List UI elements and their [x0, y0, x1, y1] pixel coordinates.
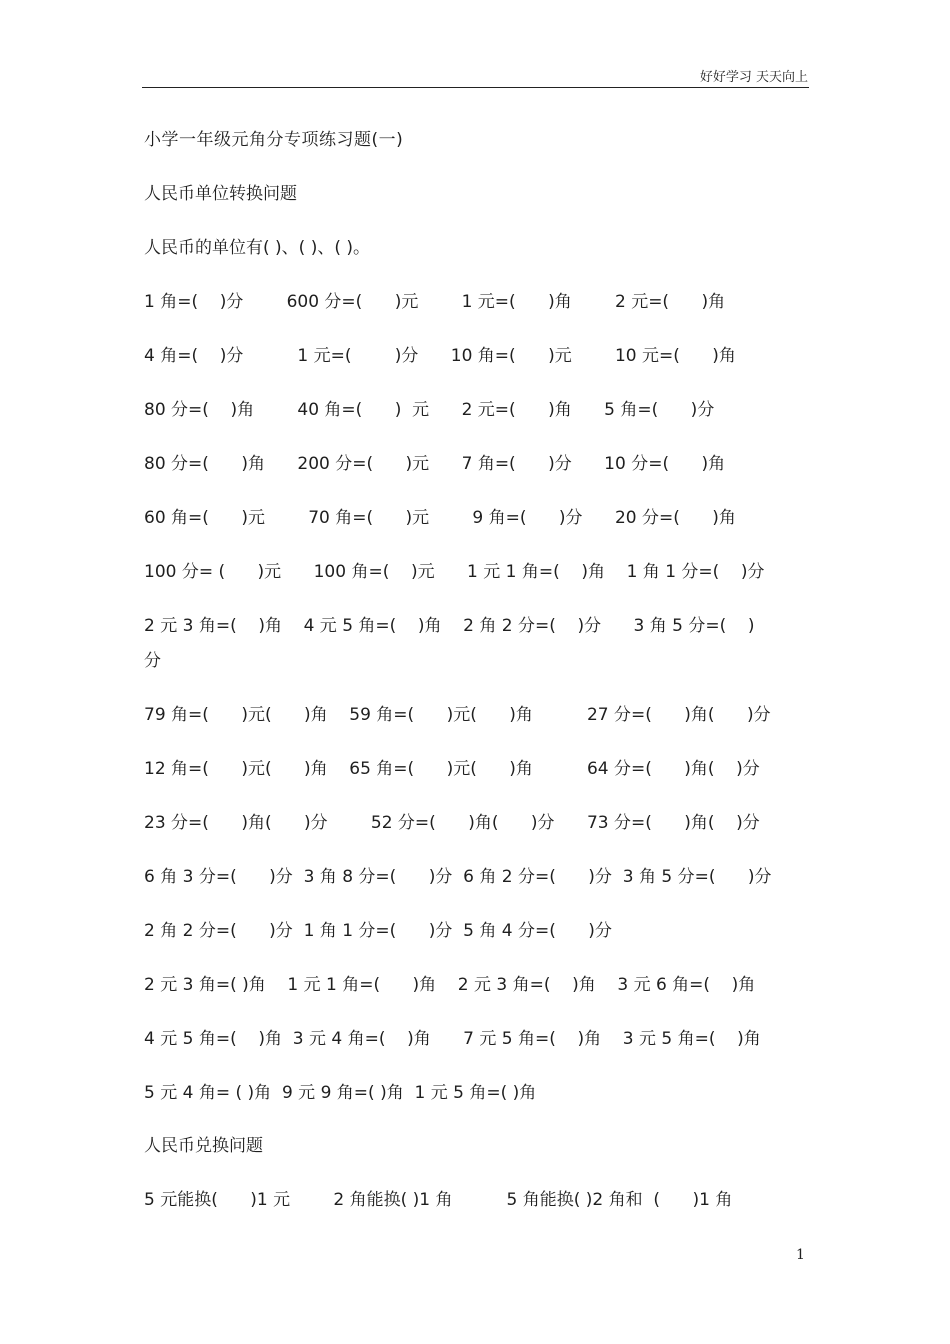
exercise-row-exchange: 5 元能换( )1 元 2 角能换( )1 角 5 角能换( )2 角和 ( )1 角 [144, 1190, 733, 1210]
exercise-row: 1 角=( )分 600 分=( )元 1 元=( )角 2 元=( )角 [144, 292, 726, 312]
document-title: 小学一年级元角分专项练习题(一) [144, 130, 404, 150]
exercise-row: 12 角=( )元( )角 65 角=( )元( )角 64 分=( )角( )分 [144, 759, 760, 779]
exercise-row: 80 分=( )角 200 分=( )元 7 角=( )分 10 分=( )角 [144, 454, 726, 474]
section-heading-unit-conversion: 人民币单位转换问题 [144, 184, 297, 204]
page-number: 1 [796, 1247, 805, 1263]
exercise-row: 2 角 2 分=( )分 1 角 1 分=( )分 5 角 4 分=( )分 [144, 921, 612, 941]
exercise-row: 100 分= ( )元 100 角=( )元 1 元 1 角=( )角 1 角 1 分=( )分 [144, 562, 765, 582]
exercise-row: 60 角=( )元 70 角=( )元 9 角=( )分 20 分=( )角 [144, 508, 736, 528]
header-motto: 好好学习 天天向上 [699, 70, 808, 85]
exercise-row: 4 元 5 角=( )角 3 元 4 角=( )角 7 元 5 角=( )角 3 元 5 角=( )角 [144, 1029, 761, 1049]
section-heading-exchange: 人民币兑换问题 [144, 1136, 263, 1156]
exercise-row: 6 角 3 分=( )分 3 角 8 分=( )分 6 角 2 分=( )分 3 角 5 分=( )分 [144, 867, 772, 887]
exercise-row: 4 角=( )分 1 元=( )分 10 角=( )元 10 元=( )角 [144, 346, 736, 366]
exercise-row: 2 元 3 角=( )角 1 元 1 角=( )角 2 元 3 角=( )角 3 元 6 角=( )角 [144, 975, 756, 995]
exercise-row: 2 元 3 角=( )角 4 元 5 角=( )角 2 角 2 分=( )分 3 角 5 分=( ) [144, 616, 755, 636]
exercise-row: 79 角=( )元( )角 59 角=( )元( )角 27 分=( )角( )分 [144, 705, 771, 725]
header-divider [142, 87, 809, 88]
exercise-row: 80 分=( )角 40 角=( ) 元 2 元=( )角 5 角=( )分 [144, 400, 715, 420]
exercise-row: 23 分=( )角( )分 52 分=( )角( )分 73 分=( )角( )分 [144, 813, 760, 833]
exercise-row-wrap: 分 [144, 651, 161, 671]
exercise-row: 5 元 4 角= ( )角 9 元 9 角=( )角 1 元 5 角=( )角 [144, 1083, 537, 1103]
question-units: 人民币的单位有( )、( )、( )。 [144, 238, 371, 258]
